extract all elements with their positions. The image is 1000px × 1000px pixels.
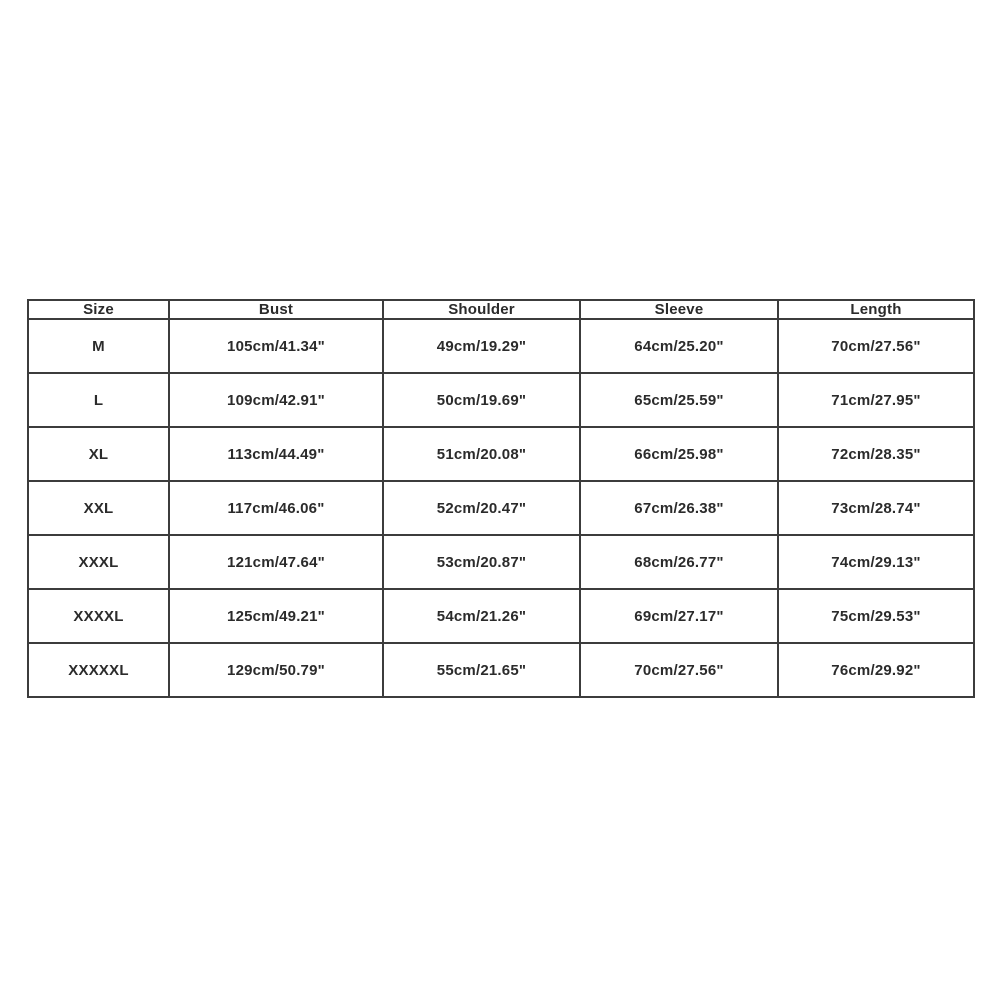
measurement-cell: 69cm/27.17" (580, 589, 778, 643)
measurement-cell: 49cm/19.29" (383, 319, 580, 373)
size-label: XL (28, 427, 169, 481)
size-label: XXL (28, 481, 169, 535)
header-row (28, 300, 974, 319)
table-row (28, 643, 974, 697)
size-chart-container (27, 299, 975, 698)
measurement-cell: 70cm/27.56" (580, 643, 778, 697)
size-label: XXXXXL (28, 643, 169, 697)
measurement-cell: 65cm/25.59" (580, 373, 778, 427)
measurement-cell: 64cm/25.20" (580, 319, 778, 373)
measurement-cell: 71cm/27.95" (778, 373, 974, 427)
table-row (28, 373, 974, 427)
measurement-cell: 113cm/44.49" (169, 427, 383, 481)
size-label: M (28, 319, 169, 373)
column-header-bust: Bust (169, 300, 383, 319)
measurement-cell: 73cm/28.74" (778, 481, 974, 535)
column-header-size: Size (28, 300, 169, 319)
size-label: XXXXL (28, 589, 169, 643)
measurement-cell: 74cm/29.13" (778, 535, 974, 589)
size-chart-table (27, 299, 975, 698)
measurement-cell: 54cm/21.26" (383, 589, 580, 643)
measurement-cell: 70cm/27.56" (778, 319, 974, 373)
measurement-cell: 76cm/29.92" (778, 643, 974, 697)
column-header-length: Length (778, 300, 974, 319)
table-row (28, 427, 974, 481)
measurement-cell: 121cm/47.64" (169, 535, 383, 589)
measurement-cell: 67cm/26.38" (580, 481, 778, 535)
measurement-cell: 68cm/26.77" (580, 535, 778, 589)
column-header-shoulder: Shoulder (383, 300, 580, 319)
table-row (28, 589, 974, 643)
table-row (28, 535, 974, 589)
measurement-cell: 117cm/46.06" (169, 481, 383, 535)
table-row (28, 481, 974, 535)
column-header-sleeve: Sleeve (580, 300, 778, 319)
measurement-cell: 125cm/49.21" (169, 589, 383, 643)
measurement-cell: 72cm/28.35" (778, 427, 974, 481)
measurement-cell: 50cm/19.69" (383, 373, 580, 427)
measurement-cell: 55cm/21.65" (383, 643, 580, 697)
measurement-cell: 109cm/42.91" (169, 373, 383, 427)
size-label: XXXL (28, 535, 169, 589)
measurement-cell: 51cm/20.08" (383, 427, 580, 481)
measurement-cell: 53cm/20.87" (383, 535, 580, 589)
measurement-cell: 105cm/41.34" (169, 319, 383, 373)
measurement-cell: 66cm/25.98" (580, 427, 778, 481)
table-row (28, 319, 974, 373)
size-label: L (28, 373, 169, 427)
measurement-cell: 52cm/20.47" (383, 481, 580, 535)
measurement-cell: 75cm/29.53" (778, 589, 974, 643)
measurement-cell: 129cm/50.79" (169, 643, 383, 697)
